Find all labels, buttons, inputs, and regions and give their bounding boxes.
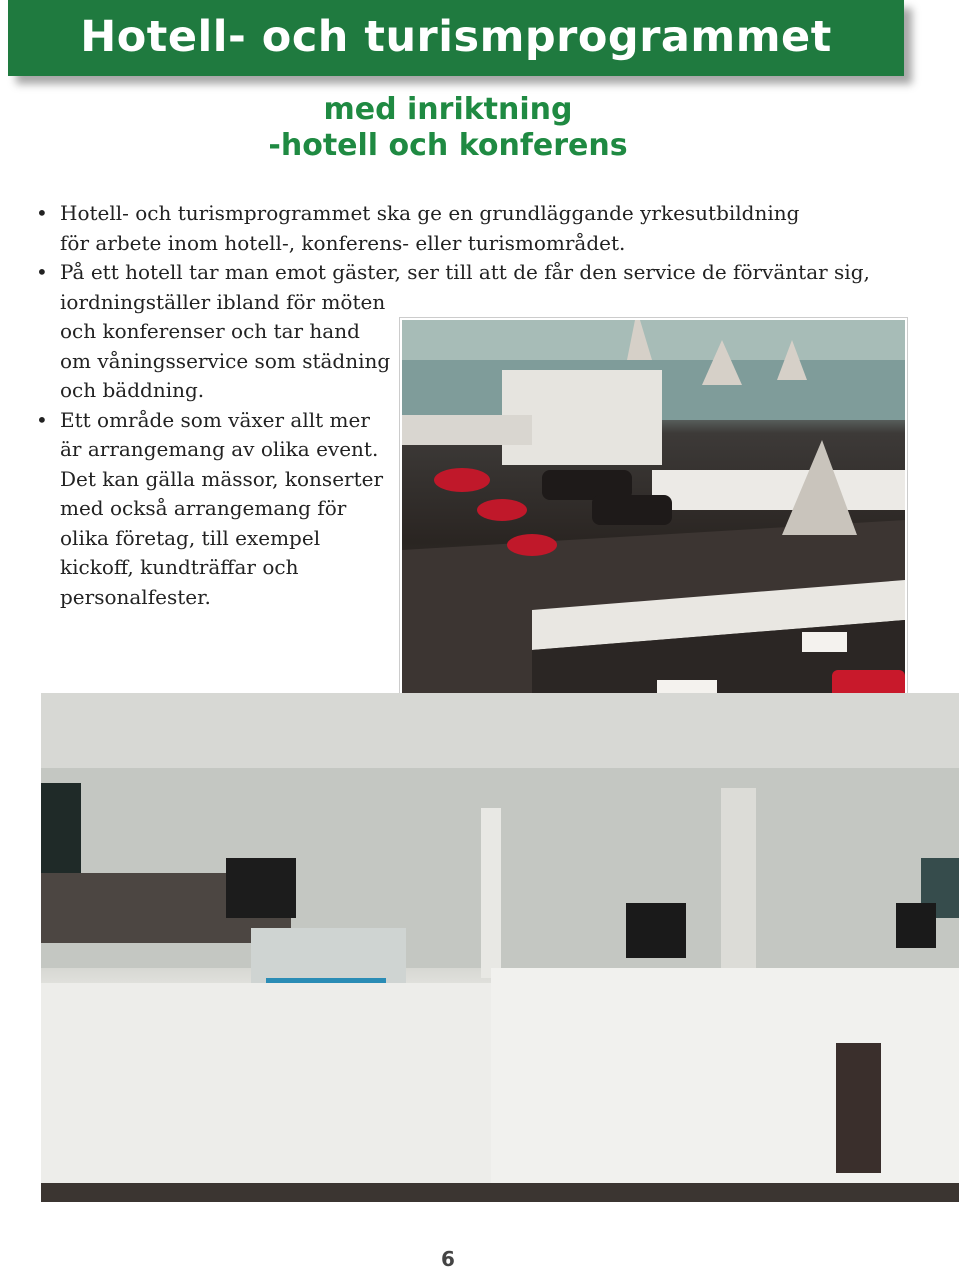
text-line: och bäddning. bbox=[60, 378, 205, 402]
text-line: är arrangemang av olika event. bbox=[60, 437, 379, 461]
subtitle bbox=[0, 92, 896, 164]
list-item: • Ett område som växer allt mer bbox=[36, 406, 856, 436]
subtitle-line-2: -hotell och konferens bbox=[268, 128, 628, 163]
text-line: om våningsservice som städning bbox=[60, 348, 391, 373]
text-line: personalfester. bbox=[60, 584, 211, 609]
page-number: 6 bbox=[441, 1247, 455, 1271]
text-line: kickoff, kundträffar och bbox=[60, 555, 299, 579]
bullet: • bbox=[36, 201, 48, 225]
text-line: olika företag, till exempel bbox=[60, 525, 321, 550]
bullet: • bbox=[36, 407, 48, 432]
subtitle-line-1: med inriktning bbox=[323, 92, 573, 127]
bullet: • bbox=[36, 260, 48, 284]
lobby-photo-illustration bbox=[41, 693, 959, 1202]
text-line: och konferenser och tar hand bbox=[60, 319, 360, 343]
cafe-photo-illustration bbox=[402, 320, 905, 724]
list-item: • På ett hotell tar man emot gäster, ser till att de får den service de förväntar sig, bbox=[36, 258, 856, 288]
text-line: Det kan gälla mässor, konserter bbox=[60, 466, 384, 491]
page-title: Hotell- och turismprogrammet bbox=[80, 12, 832, 62]
text-line: iordningställer ibland för möten bbox=[60, 289, 386, 314]
text-line: med också arrangemang för bbox=[60, 496, 347, 520]
title-banner bbox=[8, 0, 904, 76]
cafe-photo bbox=[400, 318, 907, 726]
lobby-photo bbox=[41, 693, 959, 1202]
text-line: för arbete inom hotell-, konferens- eller turismområdet. bbox=[60, 230, 626, 255]
list-item: • Hotell- och turismprogrammet ska ge en grundläggande yrkesutbildning bbox=[36, 199, 856, 229]
